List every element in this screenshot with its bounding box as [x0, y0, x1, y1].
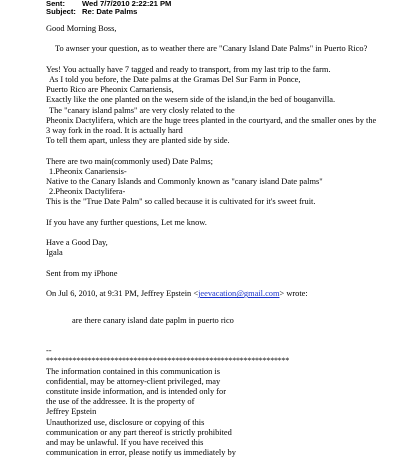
- types-line-2: 1.Pheonix Canariensis-: [49, 166, 127, 176]
- sent-label: Sent:: [46, 0, 65, 8]
- subject-value: Re: Date Palms: [82, 7, 138, 16]
- subject-row: [46, 8, 137, 17]
- disclaimer-line-3: constitute inside information, and is intended only for: [46, 386, 227, 396]
- answer-line-6: Pheonix Dactylifera, which are the huge trees planted in the courtyard, and the smaller ones by the: [46, 115, 377, 125]
- closing-question: If you have any further questions, Let me know.: [46, 217, 207, 227]
- quote-email-link[interactable]: jeevacation@gmail.com: [198, 289, 280, 299]
- sent-from: Sent from my iPhone: [46, 268, 118, 278]
- separator-dashes: --: [46, 346, 52, 356]
- answer-line-8: To tell them apart, unless they are planted side by side.: [46, 136, 230, 146]
- answer-line-1: Yes! You actually have 7 tagged and ready to transport, from my last trip to the farm.: [46, 64, 331, 74]
- email-body: [46, 24, 396, 458]
- types-line-3: Native to the Canary Islands and Commonly known as "canary island Date palms": [46, 177, 323, 186]
- answer-line-4: Exactly like the one planted on the wesern side of the island,in the bed of bouganvilla.: [46, 95, 336, 105]
- disclaimer-line-8: and may be unlawful. If you have received this: [46, 437, 204, 447]
- signoff: Have a Good Day,: [46, 238, 108, 248]
- quote-intro-end: > wrote:: [279, 289, 308, 299]
- quoted-message: are there canary island date paplm in puerto rico: [72, 315, 234, 325]
- separator-stars: ****************************************************************: [46, 356, 290, 366]
- disclaimer-line-7: communication or any part thereof is strictly prohibited: [46, 427, 232, 437]
- sent-value: Wed 7/7/2010 2:22:21 PM: [82, 0, 172, 8]
- types-line-4: 2.Pheonix Dactylifera-: [49, 187, 126, 197]
- answer-line-3: Puerto Rico are Pheonix Carnariensis,: [46, 85, 174, 95]
- answer-line-5: The "canary island palms" are very closly related to the: [49, 105, 235, 115]
- subject-label: Subject:: [46, 7, 76, 16]
- answer-line-2: As I told you before, the Date palms at the Gramas Del Sur Farm in Ponce,: [49, 74, 301, 84]
- greeting: Good Morning Boss,: [46, 24, 117, 33]
- disclaimer-line-6: Unauthorized use, disclosure or copying of this: [46, 417, 205, 427]
- quote-intro-text: On Jul 6, 2010, at 9:31 PM, Jeffrey Epstein <: [46, 289, 199, 299]
- disclaimer-line-2: confidential, may be attorney-client privileged, may: [46, 376, 221, 386]
- intro-line: To awnser your question, as to weather there are "Canary Island Date Palms" in Puerto Rico?: [55, 44, 368, 54]
- disclaimer-line-4: the use of the addressee. It is the property of: [46, 397, 195, 407]
- answer-line-7: 3 way fork in the road. It is actually hard: [46, 126, 183, 135]
- types-line-5: This is the "True Date Palm" so called because it is cultivated for it's sweet fruit.: [46, 197, 316, 207]
- signature: Igala: [46, 248, 63, 258]
- quote-intro: [46, 289, 396, 299]
- disclaimer-line-1: The information contained in this communication is: [46, 366, 220, 376]
- types-line-1: There are two main(commonly used) Date Palms;: [46, 156, 213, 166]
- disclaimer-line-5: Jeffrey Epstein: [46, 407, 97, 417]
- disclaimer-line-9: communication in error, please notify us immediately by: [46, 448, 236, 458]
